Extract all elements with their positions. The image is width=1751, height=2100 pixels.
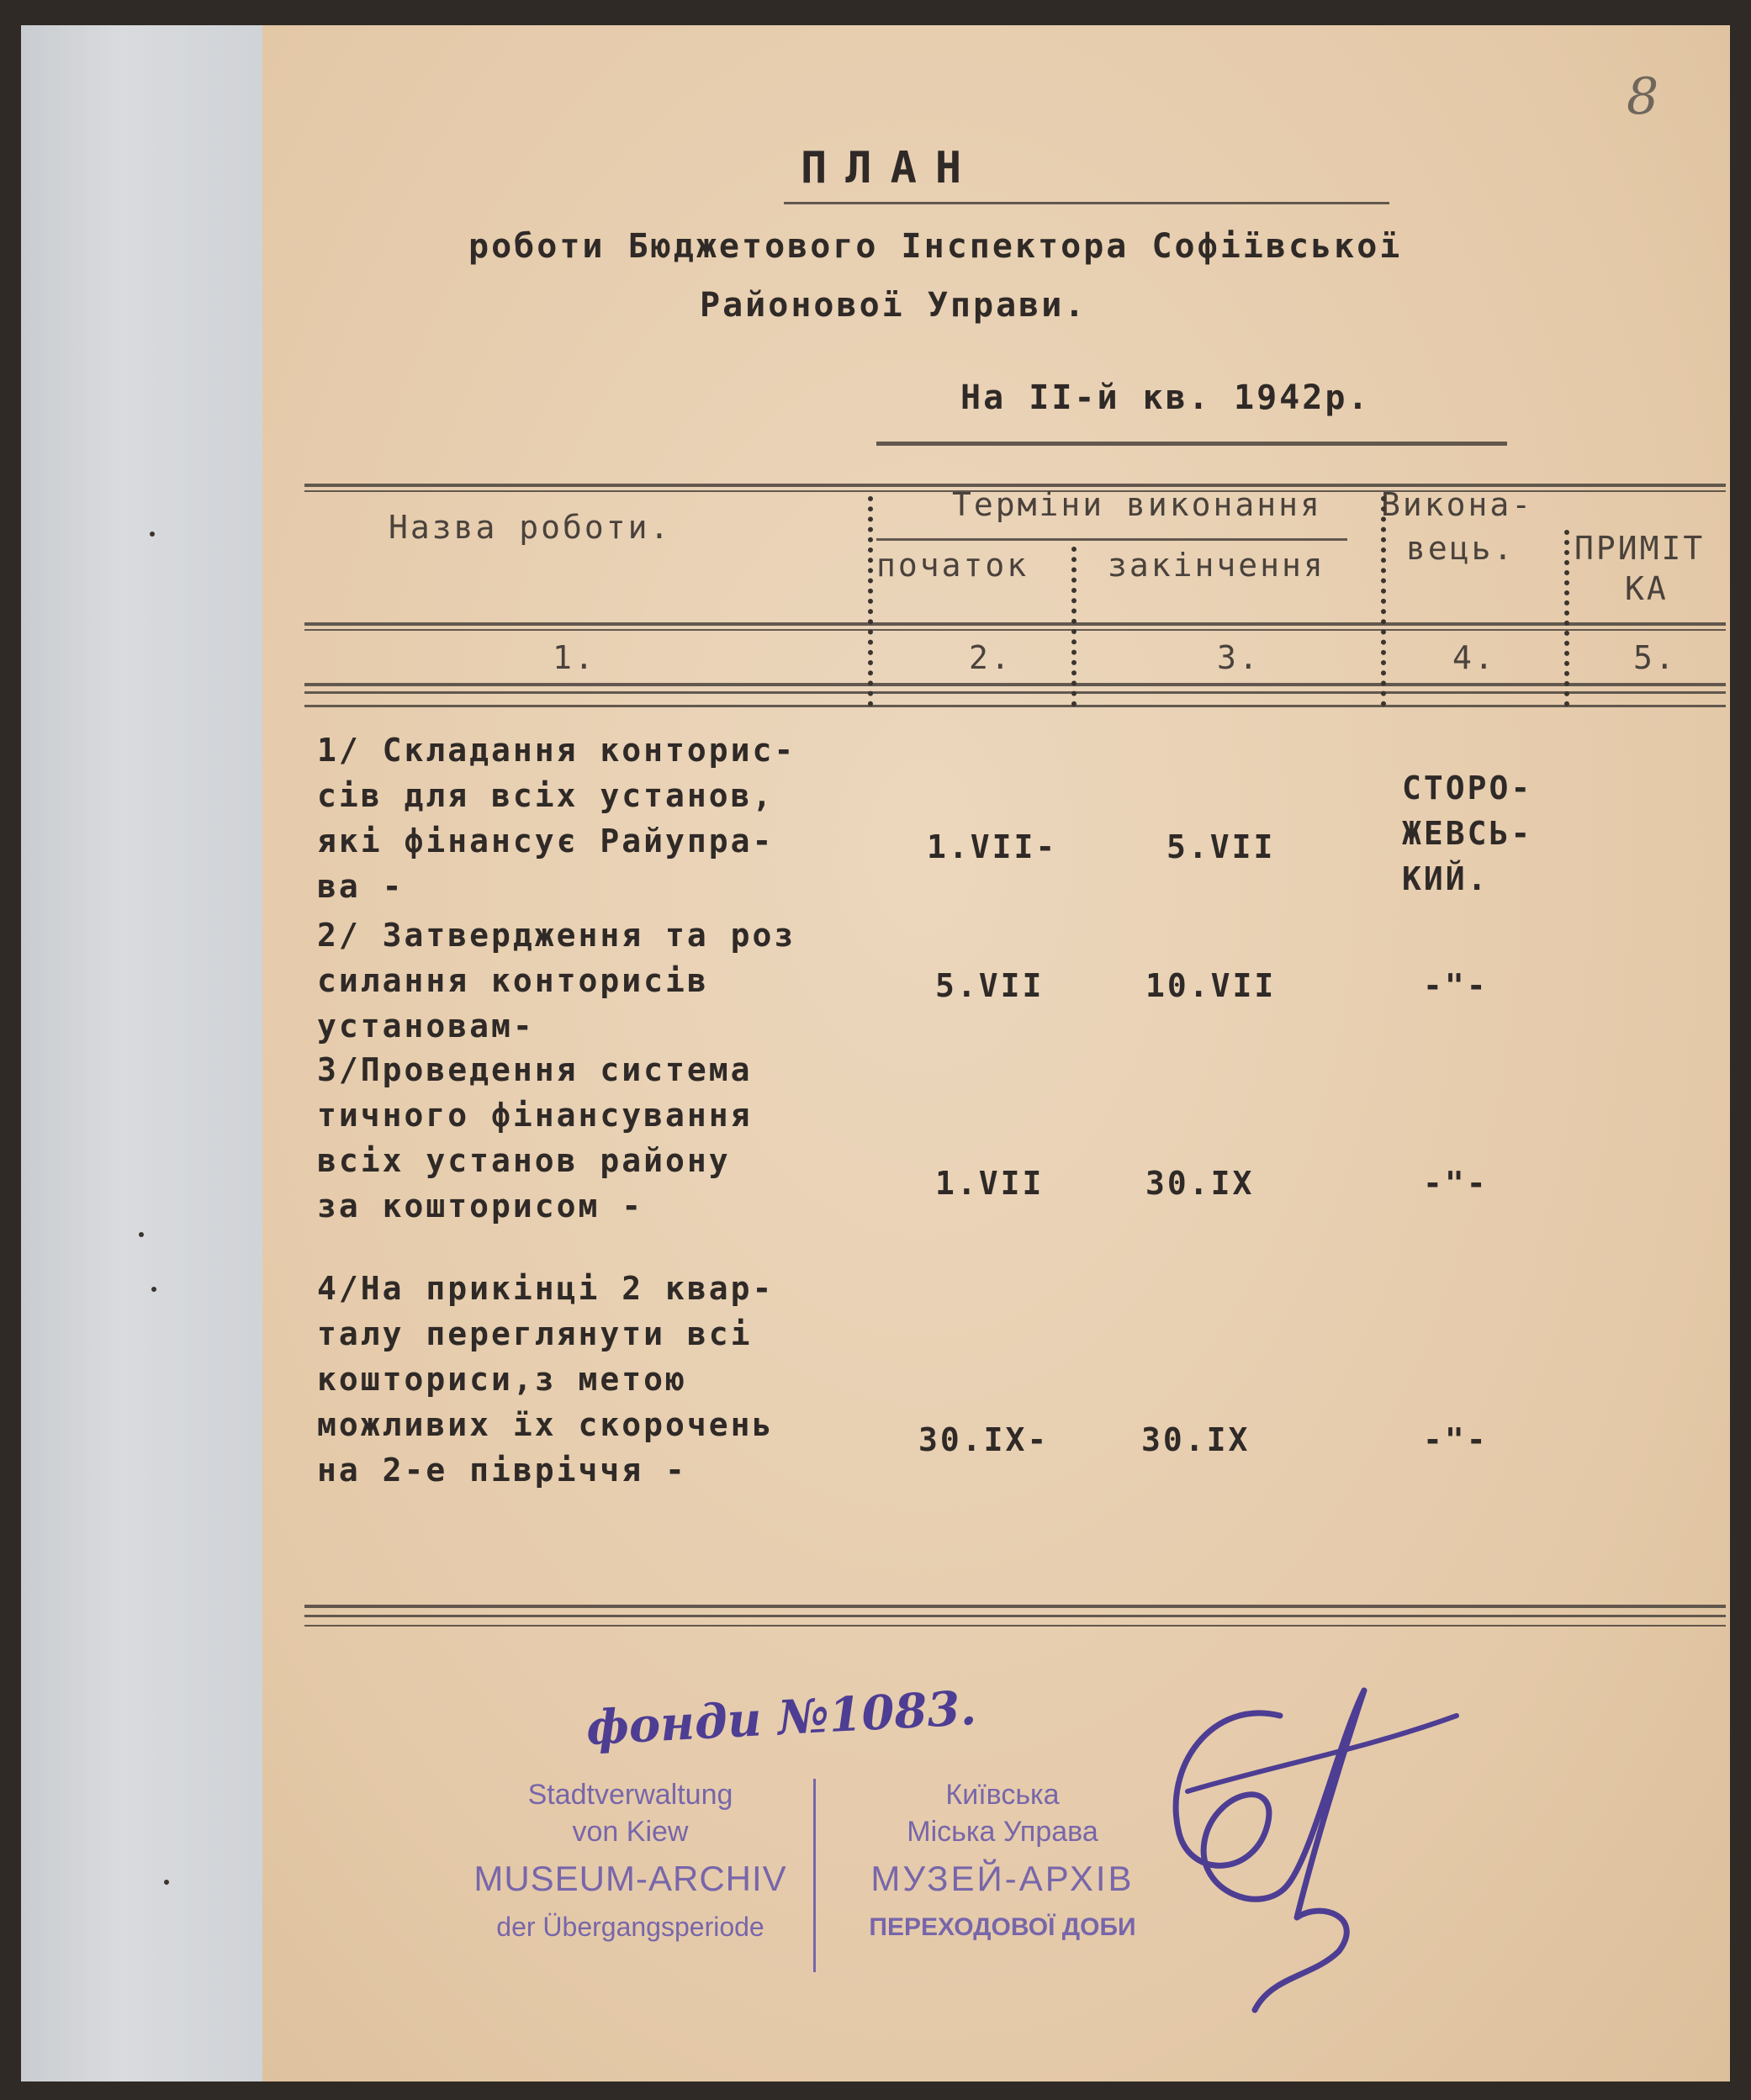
col-header-note-2: КА [1625, 570, 1669, 607]
task-row-3-start: 1.VII [935, 1165, 1045, 1202]
task-row-2-start: 5.VII [935, 967, 1045, 1004]
col-number-3: 3. [1217, 639, 1261, 676]
col-header-terms: Терміни виконання [952, 486, 1322, 523]
task-row-4-text: 4/На прикінці 2 квар- талу переглянути всі кошториси,з метою можливих їх скорочень на 2-е півріччя - [317, 1270, 775, 1489]
punch-mark [150, 532, 155, 537]
task-row-1-executor: СТОРО- ЖЕВСЬ- КИЙ. [1402, 770, 1533, 897]
header-bottom-rule-2 [304, 691, 1726, 694]
col-number-2: 2. [969, 639, 1013, 676]
stamp-de-line-3: MUSEUM-ARCHIV [473, 1859, 787, 1898]
col-header-note-1: ПРИМІТ [1574, 530, 1706, 567]
handwritten-fond-number: фонди №1083. [585, 1679, 978, 1757]
stamp-divider [813, 1779, 816, 1972]
stamp-uk-line-2: Міська Управа [907, 1816, 1098, 1848]
task-row-2-end: 10.VII [1145, 967, 1277, 1004]
stamp-uk-line-1: Київська [945, 1779, 1060, 1811]
task-row-2-text: 2/ Затвердження та роз силання конторисів установам- [317, 917, 796, 1045]
header-number-rule-2 [304, 629, 1726, 631]
stamp-uk-line-3: МУЗЕЙ-АРХІВ [870, 1859, 1135, 1898]
task-row-4-executor: -"- [1423, 1421, 1489, 1458]
task-row-1-text: 1/ Складання конторис- сів для всіх установ, які фінансує Райупра- ва - [317, 732, 796, 905]
title-underline [784, 202, 1389, 204]
col-header-name: Назва роботи. [389, 509, 672, 546]
task-row-3-text: 3/Проведення система тичного фінансування всіх установ району за кошторисом - [317, 1051, 753, 1225]
header-bottom-rule-3 [304, 705, 1726, 707]
header-line-1: роботи Бюджетового Інспектора Софіївської [468, 227, 1403, 266]
header-line-2: Районової Управи. [700, 286, 1087, 325]
punch-mark [139, 1232, 144, 1237]
col-number-4: 4. [1452, 639, 1496, 676]
task-row-3-executor: -"- [1423, 1165, 1489, 1202]
document-page [262, 25, 1730, 2081]
table-bottom-rule [304, 1605, 1726, 1608]
period-underline [876, 442, 1507, 446]
page-number: 8 [1627, 67, 1659, 126]
header-number-rule [304, 622, 1726, 626]
plan-period: На II-й кв. 1942р. [960, 378, 1371, 417]
col-separator-2 [1071, 547, 1077, 706]
col-header-executor-2: вець. [1406, 530, 1516, 567]
col-number-5: 5. [1633, 639, 1677, 676]
table-bottom-rule-3 [304, 1625, 1726, 1627]
col-separator-4 [1564, 530, 1569, 706]
header-bottom-rule [304, 683, 1726, 686]
col-number-1: 1. [553, 639, 596, 676]
col-header-executor-1: Викона- [1381, 486, 1534, 523]
task-row-2-executor: -"- [1423, 967, 1489, 1004]
col-header-end: закінчення [1108, 547, 1325, 584]
signature-scribble [1087, 1665, 1473, 2018]
task-row-4-start: 30.IX- [918, 1421, 1050, 1458]
tissue-margin-strip [21, 25, 273, 2081]
document-title: ПЛАН [801, 143, 981, 193]
stamp-de-line-2: von Kiew [572, 1816, 689, 1848]
punch-mark [151, 1287, 156, 1292]
col-separator-3 [1381, 496, 1386, 706]
task-row-3-end: 30.IX [1145, 1165, 1255, 1202]
table-bottom-rule-2 [304, 1615, 1726, 1617]
task-row-1-end: 5.VII [1166, 828, 1276, 865]
task-row-4-end: 30.IX [1141, 1421, 1251, 1458]
task-row-1-start: 1.VII- [927, 828, 1058, 865]
punch-mark [164, 1880, 169, 1885]
col-separator-1 [868, 496, 873, 706]
stamp-de-line-1: Stadtverwaltung [527, 1779, 733, 1811]
stamp-uk-line-4: ПЕРЕХОДОВОЇ ДОБИ [869, 1913, 1136, 1941]
col-header-start: початок [876, 547, 1029, 584]
archive-stamp [452, 1779, 1192, 1981]
terms-rule [876, 538, 1347, 541]
stamp-de-line-4: der Übergangsperiode [496, 1912, 764, 1942]
